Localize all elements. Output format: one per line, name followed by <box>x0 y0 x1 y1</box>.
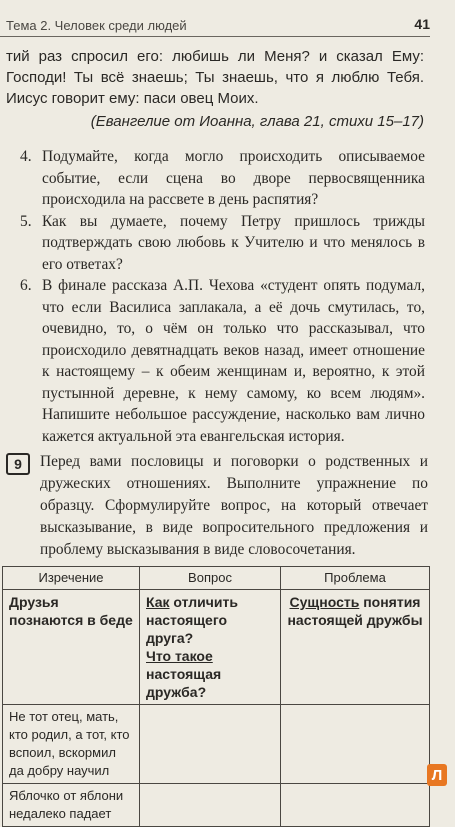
task-number-badge: 9 <box>6 453 30 475</box>
empty-cell <box>140 784 281 827</box>
scripture-quote <box>6 46 424 132</box>
question-rest: отличить настоящего друга? <box>146 594 238 646</box>
saying-cell: Яблочко от яблони недалеко падает <box>3 784 140 827</box>
table-row <box>3 705 430 784</box>
column-header: Проблема <box>281 567 430 590</box>
question-text: В финале рассказа А.П. Чехова «студент опять подумал, что если Василиса заплакала, а её дочь смутилась, то, очевидно, то, о чём он только что рассказывал, что происходило девятнадцать веков назад, имеет отношение к настоящему – к обеим женщинам и, вероятно, к этой пустынной деревне, к нему самому, ко всем людям». Напишите небольшое рассуждение, насколько вам лично кажется актуальной эта евангельская история. <box>42 277 425 445</box>
empty-cell <box>281 784 430 827</box>
page-header <box>0 10 430 36</box>
header-rule <box>0 36 430 37</box>
publisher-logo: Л <box>427 764 447 786</box>
question-keyword: Как <box>146 594 170 610</box>
question-item <box>20 146 425 211</box>
table-row <box>3 784 430 827</box>
task-instructions: Перед вами пословицы и поговорки о родственных и дружеских отношениях. Выполните упражнение по образцу. Сформулируйте вопрос, на который отвечает высказывание, в виде вопросительного предложения и проблему высказывания в виде словосочетания. <box>40 453 428 558</box>
table-header-row <box>3 567 430 590</box>
empty-cell <box>281 705 430 784</box>
quote-text: тий раз спросил его: любишь ли Меня? и сказал Ему: Господи! Ты всё знаешь; Ты знаешь, что я люблю Тебя. Иисус говорит ему: паси овец Моих. <box>6 48 424 107</box>
question-keyword: Что такое <box>146 648 213 664</box>
saying-cell: Друзья познаются в беде <box>3 590 140 705</box>
chapter-title: Тема 2. Человек среди людей <box>6 18 187 33</box>
problem-keyword: Сущность <box>289 594 360 610</box>
table-row <box>3 590 430 705</box>
empty-cell <box>140 705 281 784</box>
question-number: 6. <box>20 277 32 294</box>
question-text: Подумайте, когда могло происходить описываемое событие, если сцена во дворе первосвященника происходила на рассвете в день распятия? <box>42 148 425 208</box>
column-header: Вопрос <box>140 567 281 590</box>
problem-rest: понятия настоящей дружбы <box>287 594 423 628</box>
questions-list <box>20 146 425 447</box>
saying-cell: Не тот отец, мать, кто родил, а тот, кто вспоил, вскормил да добру научил <box>3 705 140 784</box>
question-cell <box>140 590 281 705</box>
proverbs-table <box>2 566 430 827</box>
quote-source: (Евангелие от Иоанна, глава 21, стихи 15–17) <box>90 113 424 130</box>
question-number: 4. <box>20 148 32 165</box>
problem-cell <box>281 590 430 705</box>
question-rest: настоящая дружба? <box>146 666 222 700</box>
question-text: Как вы думаете, почему Петру пришлось трижды подтверждать свою любовь к Учителю и что менялось в его ответах? <box>42 212 425 273</box>
question-number: 5. <box>20 212 32 230</box>
question-item <box>20 211 425 276</box>
page-number: 41 <box>414 16 430 32</box>
task-9 <box>6 451 428 561</box>
column-header: Изречение <box>3 567 140 590</box>
question-item <box>20 275 425 447</box>
